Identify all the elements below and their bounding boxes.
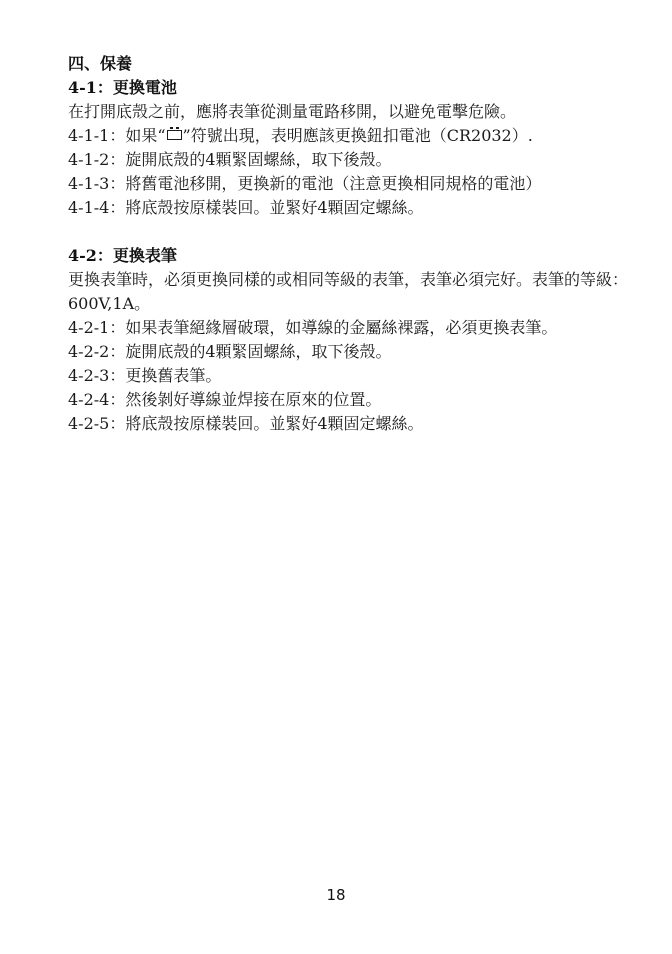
leads-step-3: 4-2-3：更換舊表筆。 xyxy=(68,366,222,385)
section-gap xyxy=(68,220,628,244)
battery-step-3: 4-1-3：將舊電池移開，更換新的電池（注意更換相同規格的電池） xyxy=(68,174,542,193)
battery-step-1-prefix: 4-1-1：如果“ xyxy=(68,126,166,145)
battery-subsection-title: 4-1：更換電池 xyxy=(68,78,177,97)
leads-intro: 更換表筆時，必須更換同樣的或相同等級的表筆，表筆必須完好。表筆的等級：600V,1A。 xyxy=(68,270,629,313)
battery-step-1-suffix: ”符號出現，表明應該更換鈕扣電池（CR2032）. xyxy=(182,126,533,145)
battery-step-4: 4-1-4：將底殼按原樣裝回。並緊好4顆固定螺絲。 xyxy=(68,198,424,217)
leads-subsection-title: 4-2：更換表筆 xyxy=(68,246,177,265)
page-number: 18 xyxy=(326,886,346,904)
leads-step-2: 4-2-2：旋開底殼的4顆緊固螺絲，取下後殼。 xyxy=(68,342,392,361)
battery-step-2: 4-1-2：旋開底殼的4顆緊固螺絲，取下後殼。 xyxy=(68,150,392,169)
battery-icon xyxy=(167,130,182,140)
leads-step-5: 4-2-5：將底殼按原樣裝回。並緊好4顆固定螺絲。 xyxy=(68,414,424,433)
battery-intro: 在打開底殼之前，應將表筆從測量電路移開，以避免電擊危險。 xyxy=(68,102,517,121)
battery-step-1 xyxy=(68,124,628,148)
leads-step-4: 4-2-4：然後剝好導線並焊接在原來的位置。 xyxy=(68,390,382,409)
page-content xyxy=(68,52,628,436)
section-title: 四、保養 xyxy=(68,54,133,73)
leads-step-1: 4-2-1：如果表筆絕緣層破環，如導線的金屬絲裸露，必須更換表筆。 xyxy=(68,318,558,337)
